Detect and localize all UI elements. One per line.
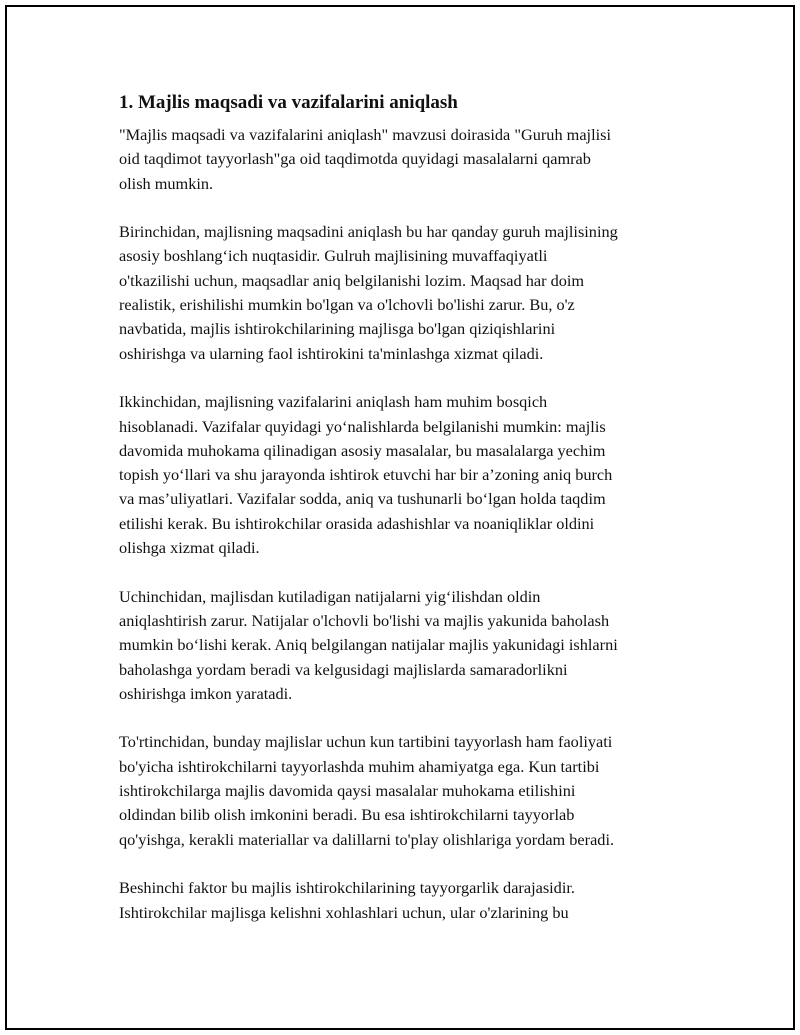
document-page bbox=[5, 5, 795, 1030]
section-heading: 1. Majlis maqsadi va vazifalarini aniqlash bbox=[119, 92, 458, 113]
paragraph-second: Ikkinchidan, majlisning vazifalarini aniqlash ham muhim bosqich hisoblanadi. Vazifalar quyidagi yo‘nalishlarda belgilanishi mumkin: majlis davomida muhokama qilinadigan asosiy masalalar, bu masalalarga yechim topish yo‘llari va shu jarayonda ishtirok etuvchi har bir a’zoning aniq burch va mas’uliyatlari. Vazifalar sodda, aniq va tushunarli bo‘lgan holda taqdim etilishi kerak. Bu ishtirokchilar orasida adashishlar va noaniqliklar oldini olishga xizmat qiladi. bbox=[119, 392, 613, 558]
document-content bbox=[119, 91, 699, 925]
paragraph-third: Uchinchidan, majlisdan kutiladigan natijalarni yig‘ilishdan oldin aniqlashtirish zarur. Natijalar o'lchovli bo'lishi va majlis yakunida baholash mumkin bo‘lishi kerak. Aniq belgilangan natijalar majlis yakunidagi ishlarni baholashga yordam beradi va kelgusidagi majlislarda samaradorlikni oshirishga imkon yaratadi. bbox=[119, 586, 618, 703]
paragraph-fifth: Beshinchi faktor bu majlis ishtirokchilarining tayyorgarlik darajasidir. Ishtirokchilar majlisga kelishni xohlashlari uchun, ular o'zlarining bu bbox=[119, 878, 575, 922]
paragraph-first: Birinchidan, majlisning maqsadini aniqlash bu har qanday guruh majlisining asosiy boshlang‘ich nuqtasidir. Gulruh majlisining muvaffaqiyatli o'tkazilishi uchun, maqsadlar aniq belgilanishi lozim. Maqsad har doim realistik, erishilishi mumkin bo'lgan va o'lchovli bo'lishi zarur. Bu, o'z navbatida, majlis ishtirokchilarining majlisga bo'lgan qiziqishlarini oshirishga va ularning faol ishtirokini ta'minlashga xizmat qiladi. bbox=[119, 222, 618, 363]
paragraph-intro: "Majlis maqsadi va vazifalarini aniqlash" mavzusi doirasida "Guruh majlisi oid taqdimot tayyorlash"ga oid taqdimotda quyidagi masalalarni qamrab olish mumkin. bbox=[119, 125, 611, 193]
paragraph-fourth: To'rtinchidan, bunday majlislar uchun kun tartibini tayyorlash ham faoliyati bo'yicha ishtirokchilarni tayyorlashda muhim ahamiyatga ega. Kun tartibi ishtirokchilarga majlis davomida qaysi masalalar muhokama etilishini oldindan bilib olish imkonini beradi. Bu esa ishtirokchilarni tayyorlab qo'yishga, kerakli materiallar va dalillarni to'play olishlariga yordam beradi. bbox=[119, 732, 615, 849]
